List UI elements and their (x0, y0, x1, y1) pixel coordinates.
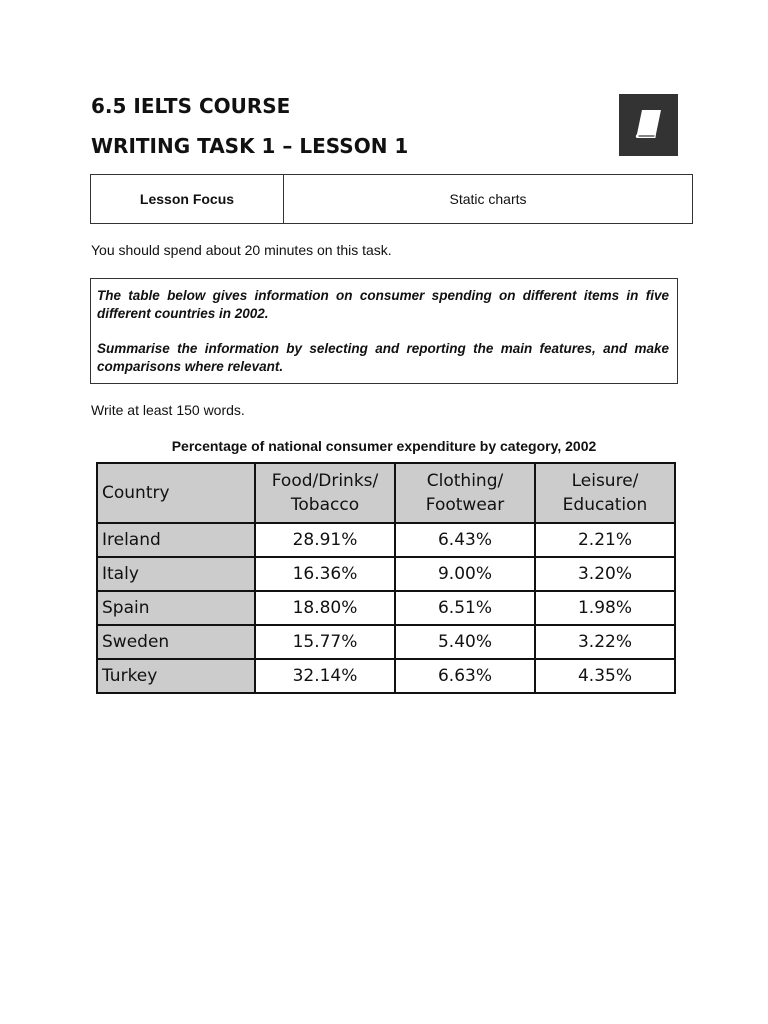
food-cell: 32.14% (255, 659, 395, 693)
header-clothing-line1: Clothing/ (426, 471, 504, 491)
course-title: 6.5 IELTS COURSE (91, 94, 291, 118)
table-header-row (97, 463, 675, 523)
clothing-cell: 9.00% (395, 557, 535, 591)
header-food-line1: Food/Drinks/ (271, 471, 379, 491)
table-row (97, 659, 675, 693)
country-cell: Italy (97, 557, 255, 591)
book-icon (619, 94, 678, 156)
country-cell: Ireland (97, 523, 255, 557)
header-leisure-line1: Leisure/ (571, 471, 639, 491)
header-country (97, 463, 255, 523)
table-row (97, 625, 675, 659)
header-clothing (395, 463, 535, 523)
country-cell: Turkey (97, 659, 255, 693)
header-leisure (535, 463, 675, 523)
word-count-instruction: Write at least 150 words. (91, 402, 245, 418)
country-cell: Spain (97, 591, 255, 625)
lesson-focus-value: Static charts (449, 191, 527, 207)
table-title: Percentage of national consumer expenditure by category, 2002 (171, 438, 597, 454)
time-instruction: You should spend about 20 minutes on this task. (91, 242, 392, 258)
food-cell: 15.77% (255, 625, 395, 659)
lesson-title: WRITING TASK 1 – LESSON 1 (91, 134, 409, 158)
header-clothing-line2: Footwear (425, 495, 505, 515)
header-food-line2: Tobacco (290, 495, 360, 515)
country-cell: Sweden (97, 625, 255, 659)
lesson-focus-label: Lesson Focus (91, 175, 284, 223)
food-cell: 28.91% (255, 523, 395, 557)
header-country-label: Country (102, 483, 170, 503)
clothing-cell: 6.63% (395, 659, 535, 693)
task-directive: Summarise the information by selecting and reporting the main features, and make comparisons where relevant. (97, 341, 669, 374)
leisure-cell: 1.98% (535, 591, 675, 625)
clothing-cell: 6.43% (395, 523, 535, 557)
task-prompt-box (90, 278, 678, 384)
clothing-cell: 5.40% (395, 625, 535, 659)
task-description: The table below gives information on consumer spending on different items in five different countries in 2002. (97, 288, 669, 321)
clothing-cell: 6.51% (395, 591, 535, 625)
leisure-cell: 4.35% (535, 659, 675, 693)
food-cell: 18.80% (255, 591, 395, 625)
header-leisure-line2: Education (562, 495, 648, 515)
expenditure-table (96, 462, 676, 694)
book-icon-glyph (632, 107, 666, 143)
food-cell: 16.36% (255, 557, 395, 591)
header-food (255, 463, 395, 523)
leisure-cell: 2.21% (535, 523, 675, 557)
leisure-cell: 3.20% (535, 557, 675, 591)
table-row (97, 557, 675, 591)
lesson-focus-table (90, 174, 693, 224)
table-row (97, 591, 675, 625)
table-row (97, 523, 675, 557)
leisure-cell: 3.22% (535, 625, 675, 659)
